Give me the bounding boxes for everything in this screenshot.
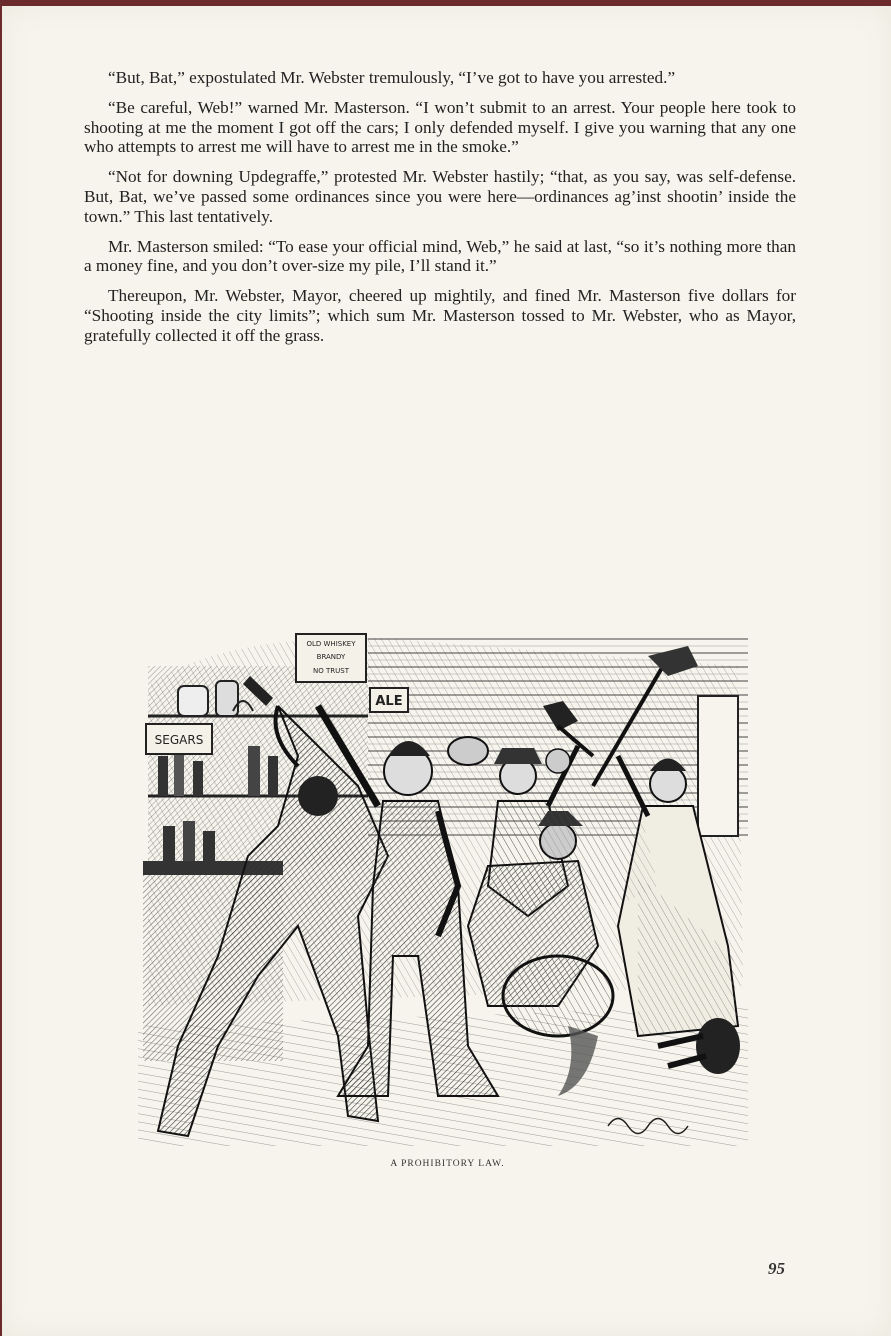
whiskey-sign [296, 634, 366, 682]
sign-segars-text: SEGARS [154, 733, 204, 747]
paragraph-1: “But, Bat,” expostulated Mr. Webster tremulously, “I’ve got to have you arrested.” [108, 68, 676, 87]
sign-whiskey-text: OLD WHISKEY [306, 640, 356, 648]
paragraph-2: “Be careful, Web!” warned Mr. Masterson. “I won’t submit to an arrest. Your people here took to shooting at me the moment I got off the cars; I only defended myself. I give you warning that any one who attempts to arrest me will have to arrest me in the smoke.” [84, 97, 796, 157]
book-page [2, 6, 891, 1336]
paragraph-4: Mr. Masterson smiled: “To ease your official mind, Web,” he said at last, “so it’s nothing more than a money fine, and you don’t over-size my pile, I’ll stand it.” [84, 236, 796, 276]
ale-sign [370, 688, 408, 712]
sign-brandy-text: BRANDY [316, 653, 346, 661]
figure-caption: A PROHIBITORY LAW. [390, 1159, 505, 1169]
page-number: 95 [768, 1259, 785, 1278]
body-text [84, 68, 796, 356]
saloon-engraving [138, 626, 748, 1146]
sign-ale-text: ALE [375, 694, 403, 709]
sign-notrust-text: NO TRUST [313, 667, 349, 675]
paragraph-5: Thereupon, Mr. Webster, Mayor, cheered up mightily, and fined Mr. Masterson five dollars for “Shooting inside the city limits”; which sum Mr. Masterson tossed to Mr. Webster, who as Mayor, gratefully collected it off the grass. [84, 286, 796, 345]
segars-sign [146, 724, 212, 754]
paragraph-3: “Not for downing Updegraffe,” protested Mr. Webster hastily; “that, as you say, was self-defense. But, Bat, we’ve passed some ordinances since you were here—ordinances ag’inst shootin’ inside the town.” This last tentatively. [84, 167, 796, 226]
